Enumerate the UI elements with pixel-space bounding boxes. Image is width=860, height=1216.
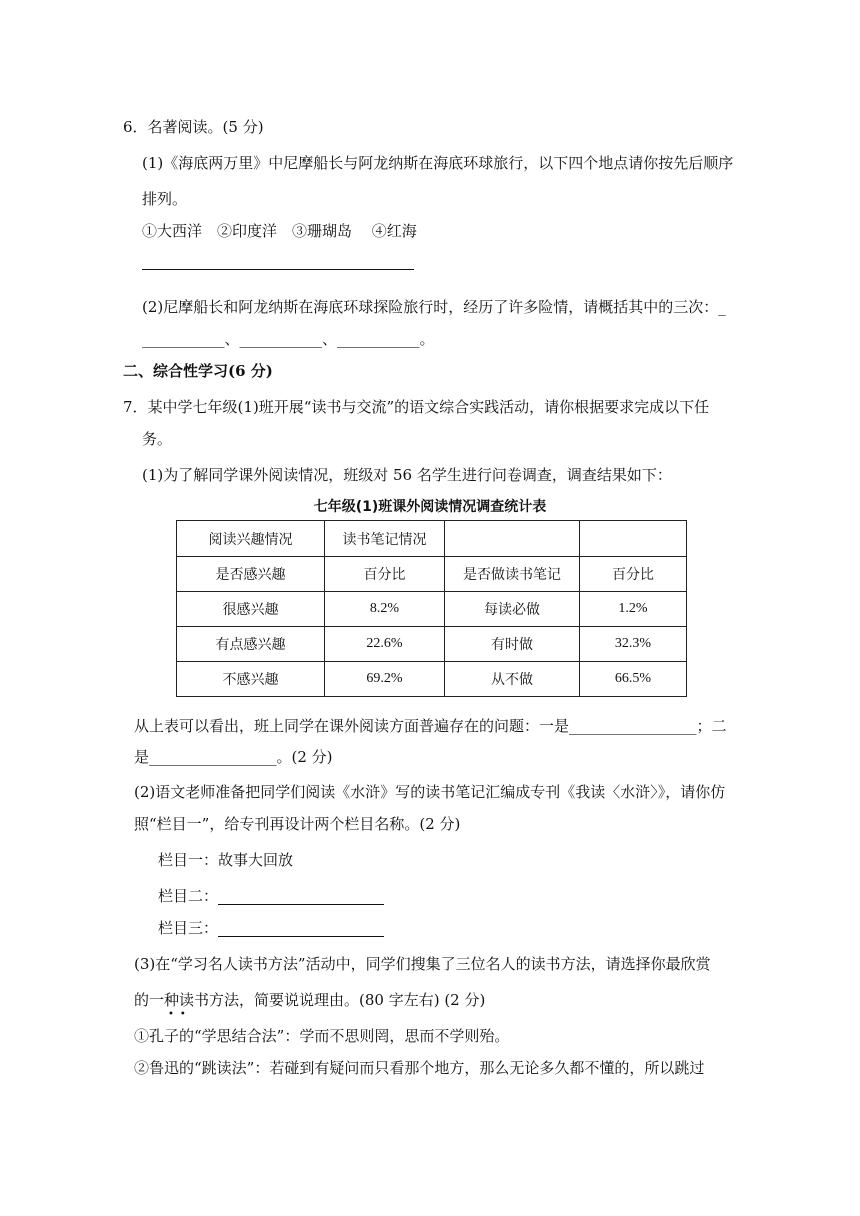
table-header-cell: 百分比 (580, 557, 687, 592)
q7-part1-answer-line2: 是_________________。(2 分) (134, 748, 333, 766)
column-three-answer-line[interactable] (218, 936, 384, 937)
table-header-cell: 阅读兴趣情况 (177, 521, 325, 557)
table-header-row-1 (177, 521, 687, 557)
table-cell: 很感兴趣 (177, 592, 325, 627)
table-cell: 不感兴趣 (177, 662, 325, 697)
q6-options: ①大西洋 ②印度洋 ③珊瑚岛 ④红海 (142, 222, 417, 240)
q7-part2-line2: 照“栏目一”，给专刊再设计两个栏目名称。(2 分) (134, 815, 461, 833)
table-header-cell (445, 521, 580, 557)
table-row (177, 592, 687, 627)
survey-table (176, 520, 687, 697)
table-cell: 1.2% (580, 592, 687, 627)
q7-part2-line1: (2)语文老师准备把同学们阅读《水浒》写的读书笔记汇编成专刊《我读〈水浒〉》，请你仿 (134, 783, 726, 801)
q6-part1-line2: 排列。 (142, 190, 188, 208)
table-header-cell (580, 521, 687, 557)
table-header-cell: 是否感兴趣 (177, 557, 325, 592)
table-title: 七年级(1)班课外阅读情况调查统计表 (313, 499, 547, 515)
table-header-cell: 百分比 (325, 557, 445, 592)
q6-part2-line1: (2)尼摩船长和阿龙纳斯在海底环球探险旅行时，经历了许多险情，请概括其中的三次：_ (142, 298, 726, 316)
table-cell: 8.2% (325, 592, 445, 627)
q6-part1-line1: (1)《海底两万里》中尼摩船长与阿龙纳斯在海底环球旅行，以下四个地点请你按先后顺序 (142, 154, 734, 172)
table-row (177, 627, 687, 662)
table-cell: 从不做 (445, 662, 580, 697)
q6-answer-line[interactable] (142, 269, 414, 270)
emphasis-dots: •• (168, 1009, 192, 1020)
method-one: ①孔子的“学思结合法”：学而不思则罔，思而不学则殆。 (134, 1027, 510, 1045)
q7-intro-line1: 7．某中学七年级(1)班开展“读书与交流”的语文综合实践活动，请你根据要求完成以下任 (123, 398, 710, 416)
q6-part2-line2: ___________、___________、___________。 (142, 330, 435, 348)
table-cell: 每读必做 (445, 592, 580, 627)
column-two-answer-line[interactable] (218, 904, 384, 905)
table-cell: 69.2% (325, 662, 445, 697)
column-three-label: 栏目三： (158, 919, 219, 937)
table-cell: 66.5% (580, 662, 687, 697)
q7-part1: (1)为了解同学课外阅读情况，班级对 56 名学生进行问卷调查，调查结果如下： (142, 466, 672, 484)
q7-part3-line1: (3)在“学习名人读书方法”活动中，同学们搜集了三位名人的读书方法，请选择你最欣赏 (134, 955, 711, 973)
section2-title: 二、综合性学习(6 分) (123, 362, 273, 380)
table-cell: 有时做 (445, 627, 580, 662)
q7-part3-line2: 的一种读书方法，简要说说理由。(80 字左右) (2 分) (134, 991, 486, 1009)
table-cell: 32.3% (580, 627, 687, 662)
column-one: 栏目一：故事大回放 (158, 851, 294, 869)
q7-part1-answer-line1: 从上表可以看出，班上同学在课外阅读方面普遍存在的问题：一是_________________；二 (134, 717, 727, 735)
table-row (177, 662, 687, 697)
method-two: ②鲁迅的“跳读法”：若碰到有疑问而只看那个地方，那么无论多久都不懂的，所以跳过 (134, 1059, 705, 1077)
q7-intro-line2: 务。 (142, 430, 173, 448)
column-two-label: 栏目二： (158, 887, 219, 905)
table-cell: 有点感兴趣 (177, 627, 325, 662)
table-header-row-2 (177, 557, 687, 592)
table-cell: 22.6% (325, 627, 445, 662)
table-header-cell: 读书笔记情况 (325, 521, 445, 557)
table-header-cell: 是否做读书笔记 (445, 557, 580, 592)
q6-title: 6．名著阅读。(5 分) (123, 118, 264, 136)
